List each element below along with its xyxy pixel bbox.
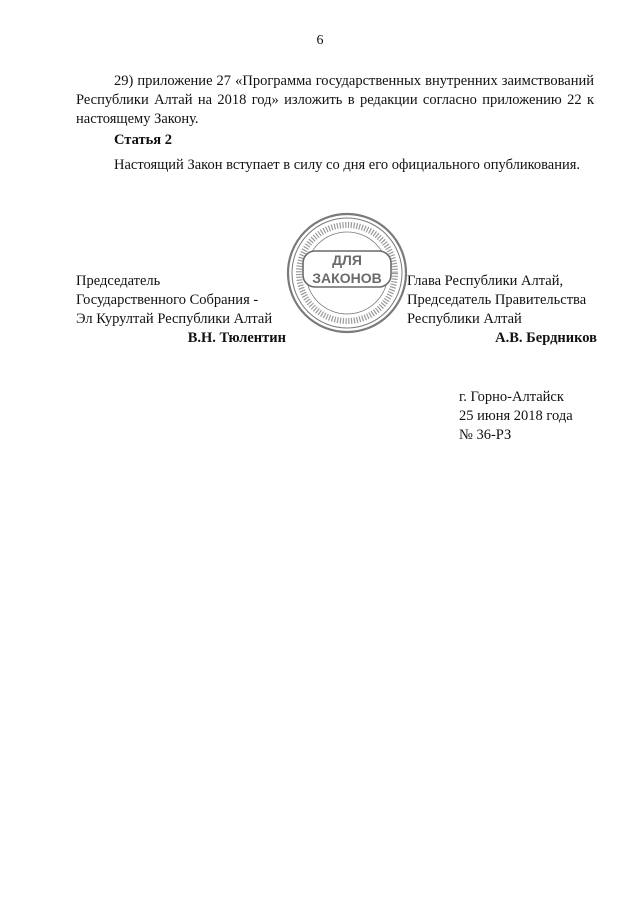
signature-right-line-1: Глава Республики Алтай, xyxy=(407,273,564,289)
signature-right-line-2: Председатель Правительства xyxy=(407,292,587,308)
law-number: № 36-РЗ xyxy=(459,427,512,443)
stamp-line-2: ЗАКОНОВ xyxy=(312,270,382,286)
city: г. Горно-Алтайск xyxy=(459,389,564,405)
paragraph-article-2: Настоящий Закон вступает в силу со дня его официального опубликования. xyxy=(114,157,581,173)
signature-right-line-3: Республики Алтай xyxy=(407,311,522,327)
article-heading: Статья 2 xyxy=(114,132,172,148)
signature-block-right xyxy=(407,272,597,348)
place-date-block xyxy=(459,388,573,445)
signature-left-line-1: Председатель xyxy=(76,273,161,289)
paragraph-29: 29) приложение 27 «Программа государственных внутренних заимствований Республики Алтай на 2018 год» изложить в редакции согласно приложению 22 к настоящему Закону. xyxy=(76,73,594,127)
signature-block-left xyxy=(76,272,286,348)
stamp-label xyxy=(285,251,409,287)
date: 25 июня 2018 года xyxy=(459,408,573,424)
signature-right-name: А.В. Бердников xyxy=(495,330,597,346)
official-stamp xyxy=(285,211,409,335)
page-number: 6 xyxy=(316,33,324,48)
signature-left-name: В.Н. Тюлентин xyxy=(187,330,286,346)
signature-left-line-2: Государственного Собрания - xyxy=(76,292,259,308)
stamp-line-1: ДЛЯ xyxy=(332,252,362,268)
signature-left-line-3: Эл Курултай Республики Алтай xyxy=(76,311,273,327)
